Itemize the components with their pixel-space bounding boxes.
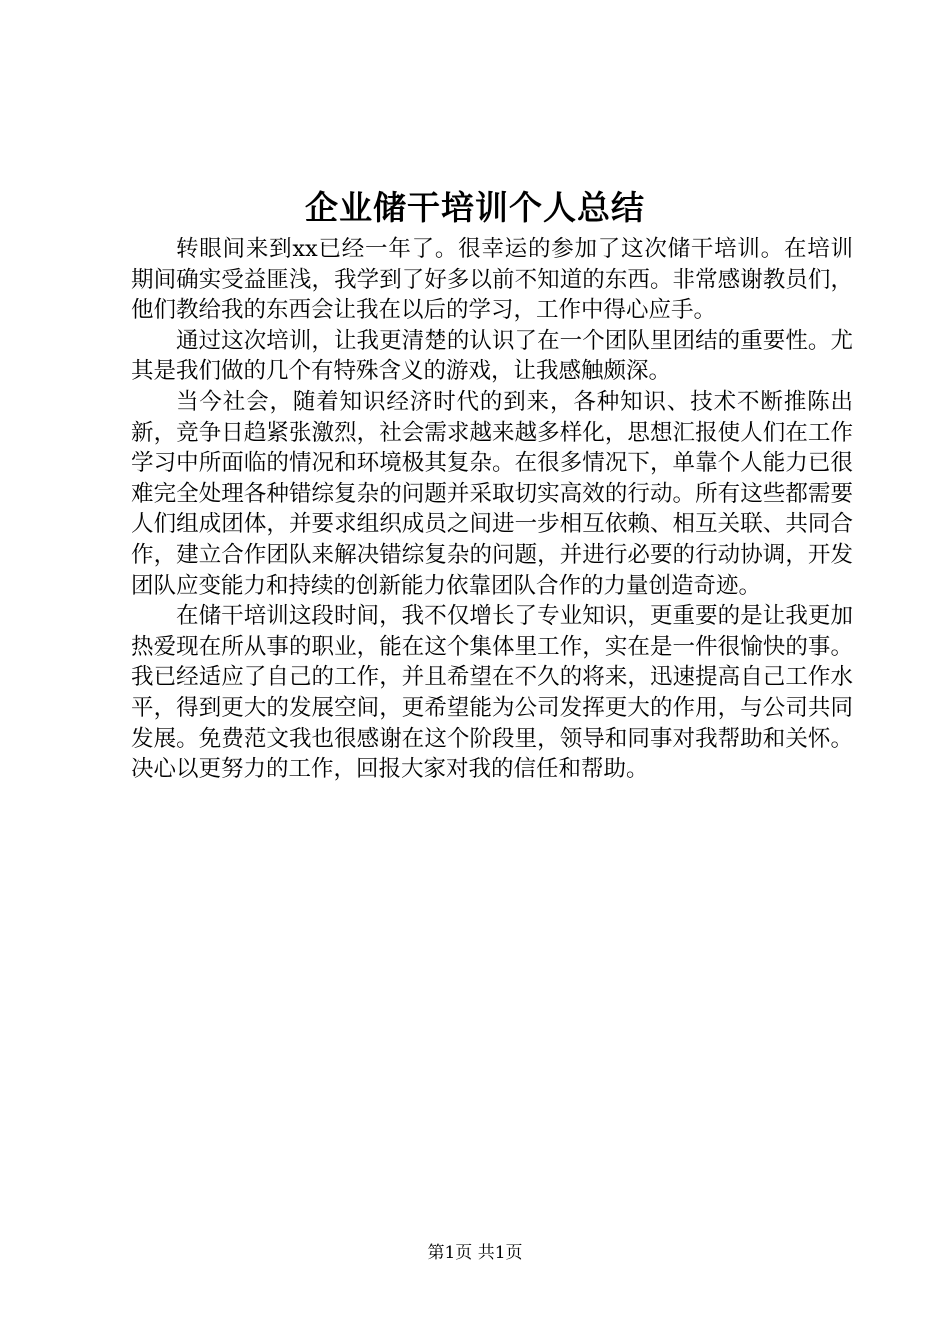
- paragraph-1: 转眼间来到xx已经一年了。很幸运的参加了这次储干培训。在培训期间确实受益匪浅，我学到了好多以前不知道的东西。非常感谢教员们，他们教给我的东西会让我在以后的学习，工作中得心应手。: [131, 236, 853, 324]
- document-body: [131, 234, 853, 785]
- page-footer: 第1页 共1页: [427, 1243, 523, 1263]
- paragraph-2: 通过这次培训，让我更清楚的认识了在一个团队里团结的重要性。尤其是我们做的几个有特殊含义的游戏，让我感触颇深。: [131, 327, 853, 385]
- paragraph-3: 当今社会，随着知识经济时代的到来，各种知识、技术不断推陈出新，竞争日趋紧张激烈，社会需求越来越多样化，思想汇报使人们在工作学习中所面临的情况和环境极其复杂。在很多情况下，单靠个人能力已很难完全处理各种错综复杂的问题并采取切实高效的行动。所有这些都需要人们组成团体，并要求组织成员之间进一步相互依赖、相互关联、共同合作，建立合作团队来解决错综复杂的问题，并进行必要的行动协调，开发团队应变能力和持续的创新能力依靠团队合作的力量创造奇迹。: [131, 388, 853, 599]
- document-title: 企业储干培训个人总结: [305, 188, 645, 227]
- paragraph-4: 在储干培训这段时间，我不仅增长了专业知识，更重要的是让我更加热爱现在所从事的职业，能在这个集体里工作，实在是一件很愉快的事。我已经适应了自己的工作，并且希望在不久的将来，迅速提高自己工作水平，得到更大的发展空间，更希望能为公司发挥更大的作用，与公司共同发展。免费范文我也很感谢在这个阶段里，领导和同事对我帮助和关怀。决心以更努力的工作，回报大家对我的信任和帮助。: [131, 603, 853, 783]
